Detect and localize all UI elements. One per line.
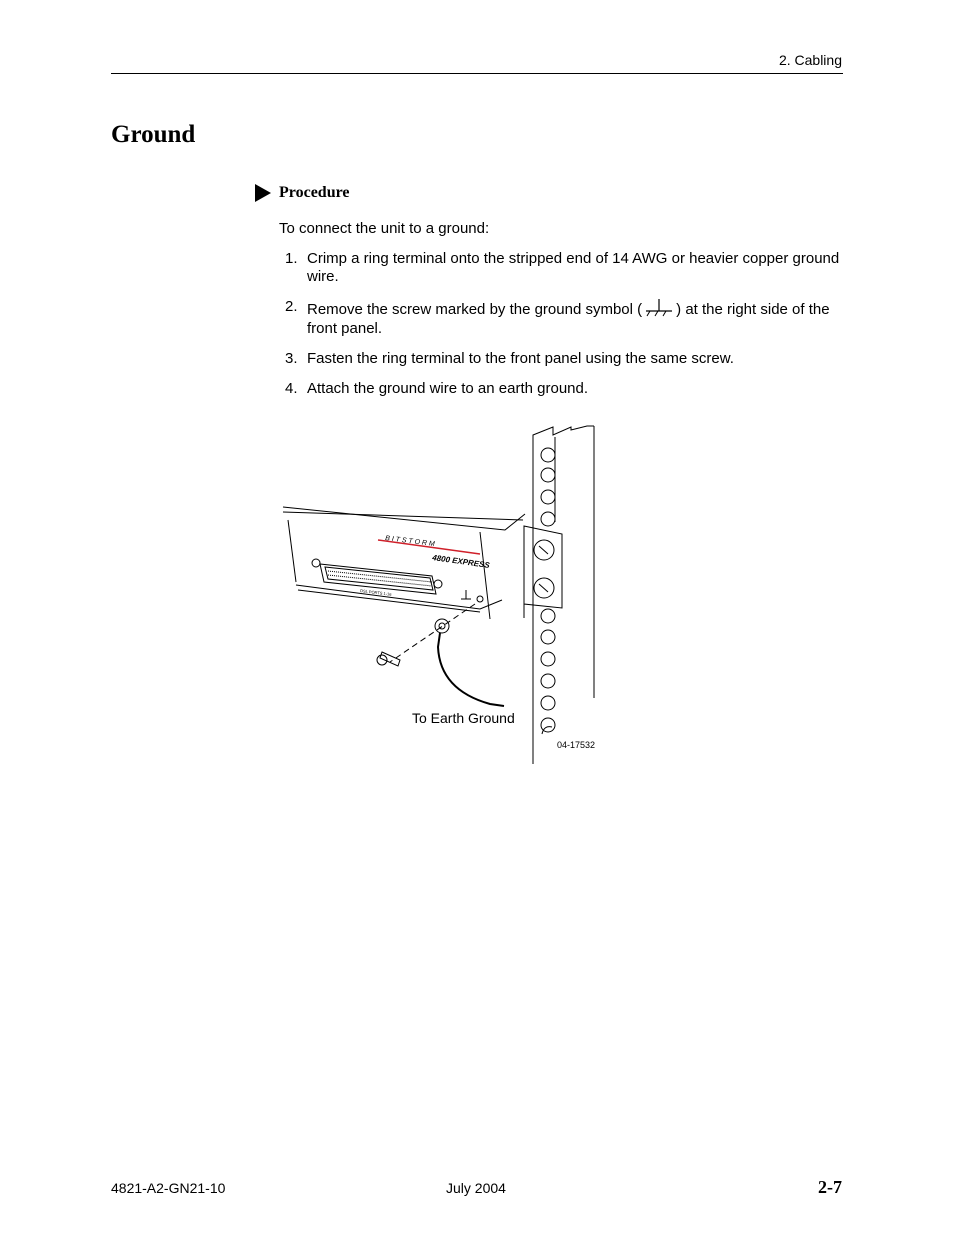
unit-chassis [283, 507, 562, 619]
figure-callout: To Earth Ground [412, 710, 515, 726]
panel-label: DSL PORTS 1-16 [359, 588, 392, 597]
footer-date: July 2004 [446, 1180, 506, 1196]
step-text-after: ) at the right side of the front panel. [307, 301, 830, 337]
step-text: Fasten the ring terminal to the front panel using the same screw. [307, 350, 734, 367]
footer-doc-number: 4821-A2-GN21-10 [111, 1180, 226, 1196]
page-number: 2-7 [818, 1177, 842, 1197]
step-text: Crimp a ring terminal onto the stripped end of 14 AWG or heavier copper ground wire. [307, 250, 840, 285]
procedure-steps [279, 250, 849, 410]
step-text: Attach the ground wire to an earth ground. [307, 380, 589, 397]
ground-symbol-icon [642, 298, 676, 320]
step-text-before: Remove the screw marked by the ground symbol ( [307, 301, 643, 318]
step-3 [279, 350, 849, 368]
step-1 [279, 250, 849, 286]
ground-wire [435, 619, 504, 706]
procedure-arrow-icon [255, 184, 271, 202]
procedure-heading [255, 184, 350, 202]
procedure-label: Procedure [279, 184, 350, 201]
model-name: 4800 EXPRESS [431, 553, 491, 571]
page-title: Ground [111, 121, 196, 148]
step-number: 3. [285, 350, 298, 367]
running-header-section: 2. Cabling [778, 52, 842, 68]
figure-id: 04-17532 [557, 740, 596, 750]
step-number: 2. [285, 298, 298, 315]
step-4 [279, 380, 849, 398]
step-number: 4. [285, 380, 298, 397]
step-number: 1. [285, 250, 298, 267]
brand-name: B I T S T O R M [384, 535, 436, 549]
amphenol-connector [312, 559, 442, 594]
header-rule [111, 73, 843, 74]
step-2 [279, 298, 849, 338]
rack-rail [533, 426, 594, 764]
procedure-intro: To connect the unit to a ground: [279, 220, 490, 237]
